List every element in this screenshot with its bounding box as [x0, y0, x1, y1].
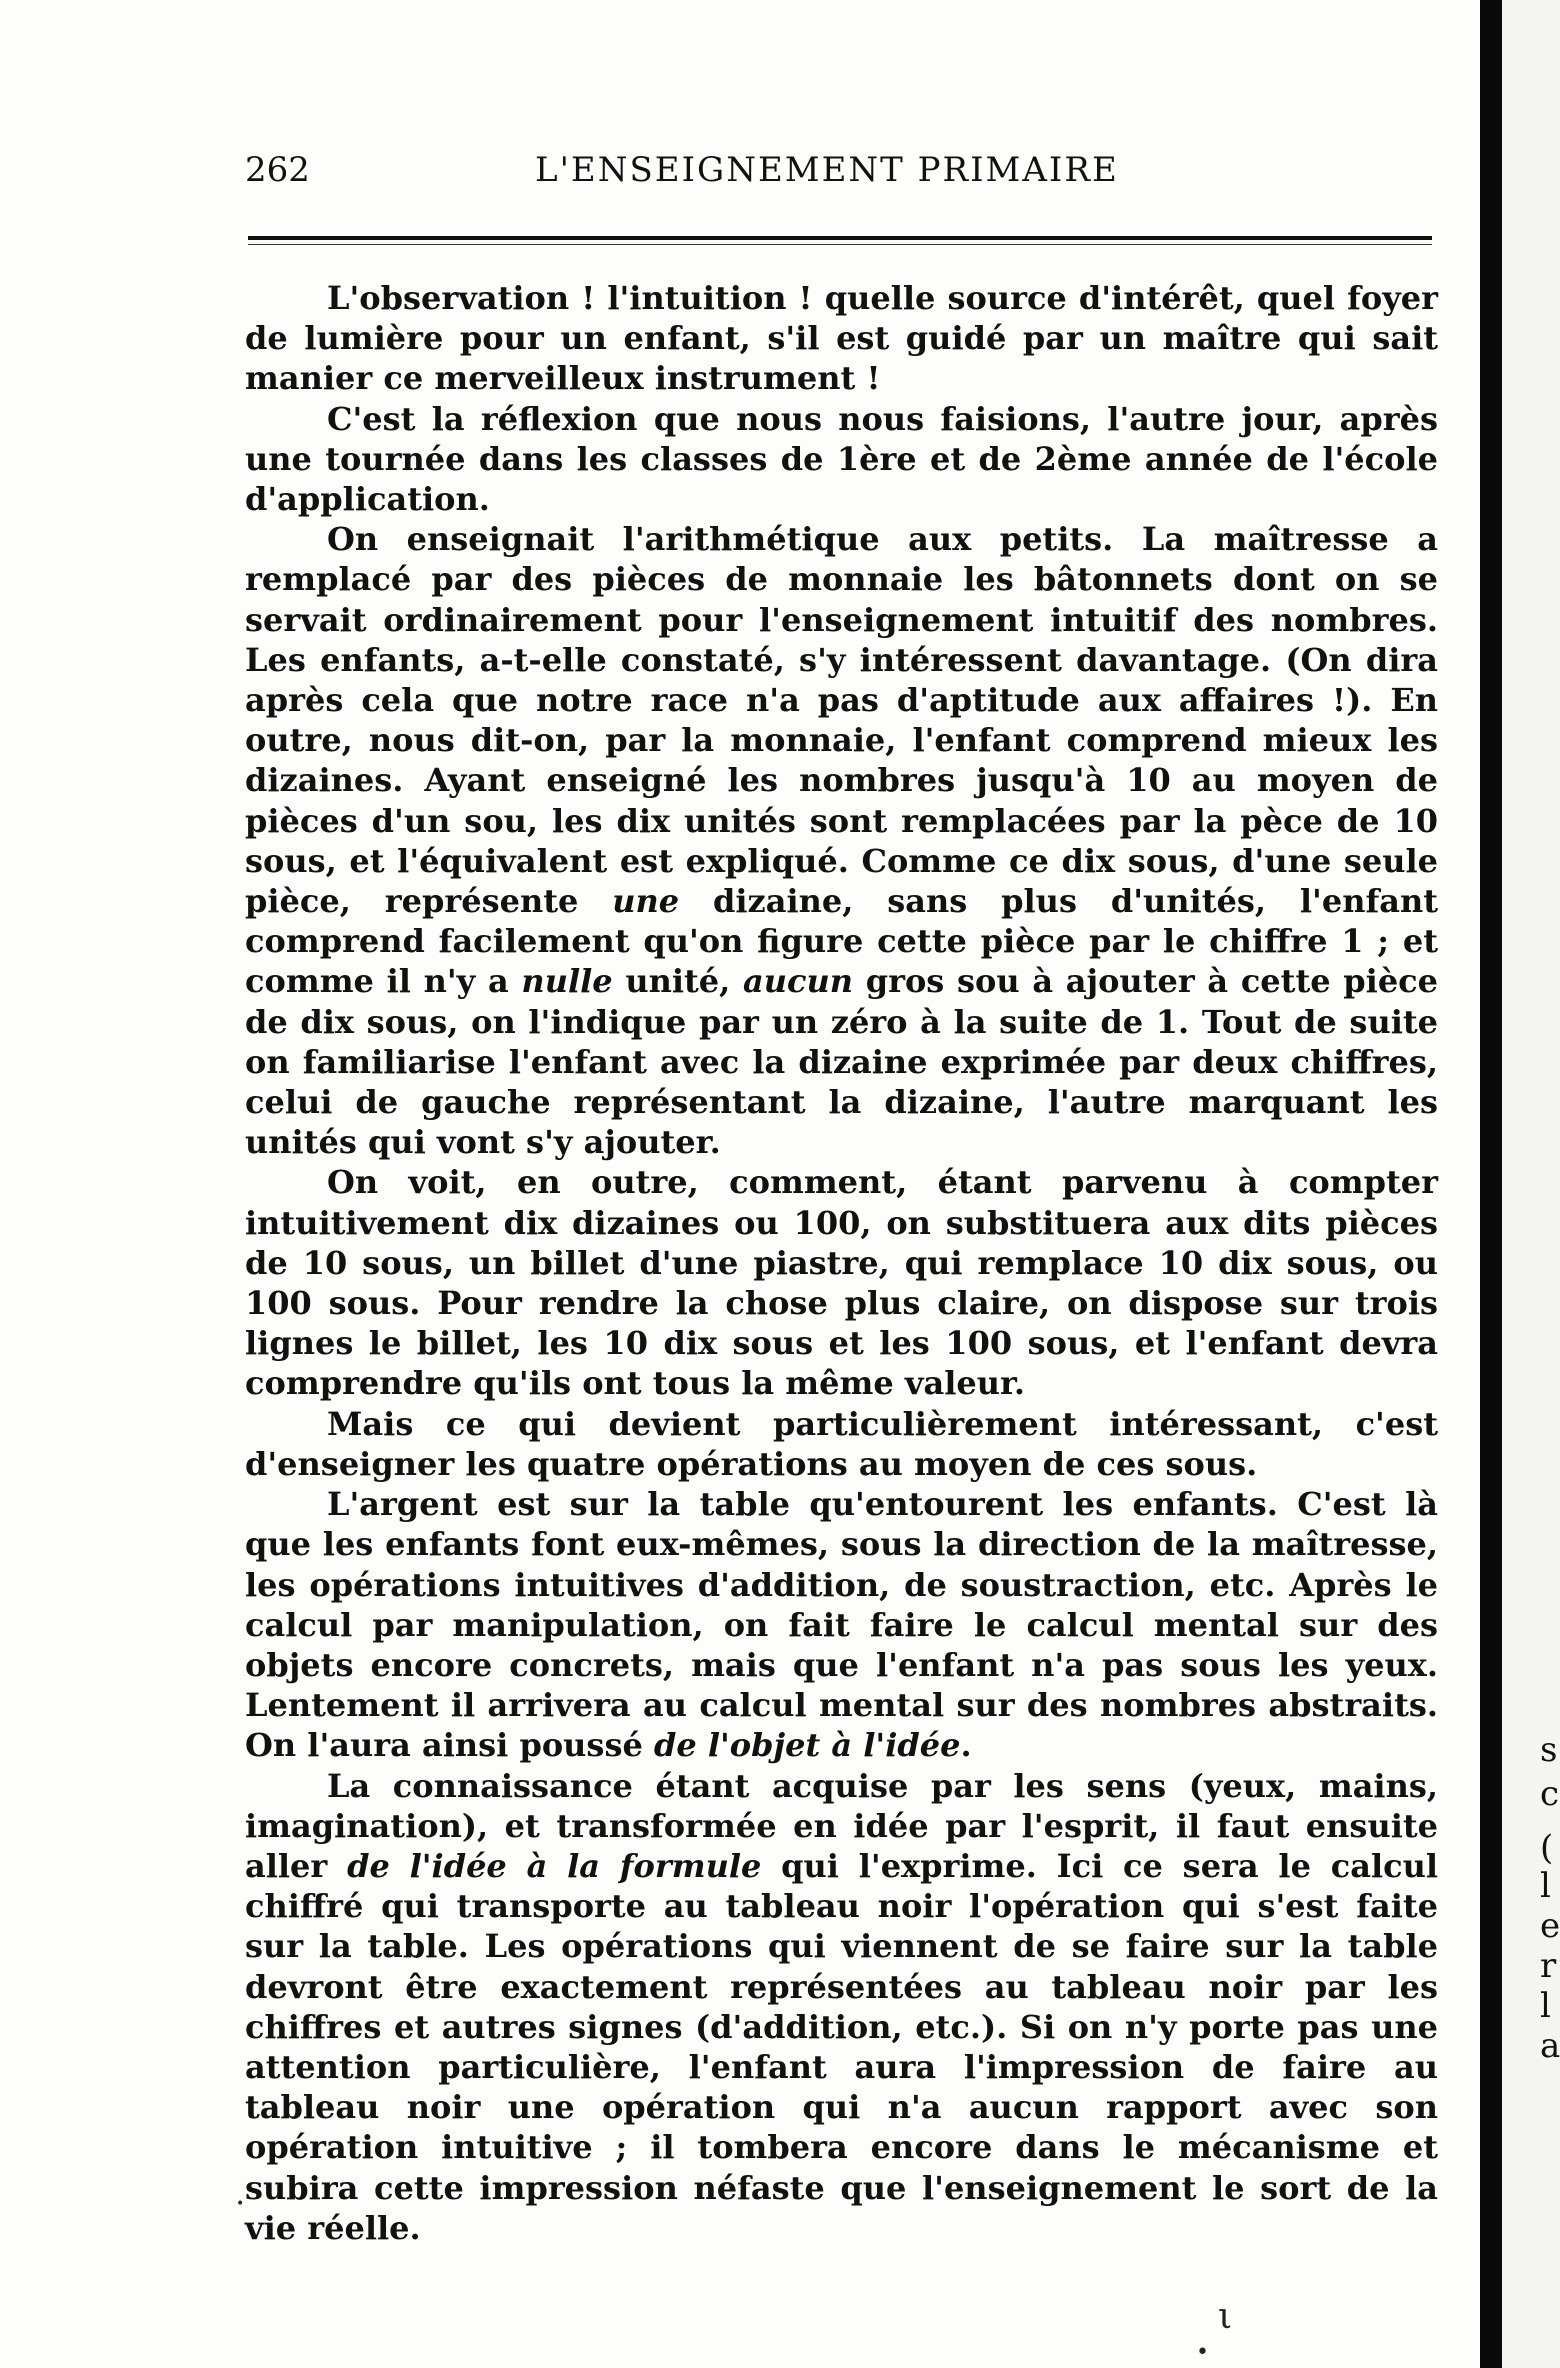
running-head: L'ENSEIGNEMENT PRIMAIRE — [535, 150, 1119, 190]
italic-run: aucun — [743, 962, 854, 1001]
text-run: qui l'exprime. Ici ce sera le calcul chiffré qui transporte au tableau noir l'opération qui s'est faite sur la table. Les opérations qui viennent de se faire sur la table devront être exactement représentées au tableau noir par les chiffres et autres signes (d'addition, etc.). Si on n'y porte pas une attention particulière, l'enfant aura l'impression de faire au tableau noir une opération qui n'a aucun rapport avec son opération intuitive ; il tombera encore dans le mécanisme et subira cette impression néfaste que l'enseignement le sort de la vie réelle. — [245, 1846, 1439, 2247]
text-run: dizaine, sans plus d'unités, l'enfant comprend facilement qu'on figure cette pièce par le chiffre 1 ; et comme il n'y a — [245, 882, 1439, 1001]
book-spine-shadow — [1480, 0, 1502, 2368]
paragraph: L'observation ! l'intuition ! quelle source d'intérêt, quel foyer de lumière pour un enfant, s'il est guidé par un maître qui sait manier ce merveilleux instrument ! — [245, 279, 1438, 398]
text-run: unité, — [612, 962, 743, 1001]
facing-page-letter: e — [1540, 1906, 1560, 1946]
paragraph: On voit, en outre, comment, étant parvenu à compter intuitivement dix dizaines ou 100, on substituera aux dits pièces de 10 sous, un billet d'une piastre, qui remplace 10 dix sous, ou 100 sous. Pour rendre la chose plus claire, on dispose sur trois lignes le billet, les 10 dix sous et les 100 sous, et l'enfant devra comprendre qu'ils ont tous la même valeur. — [245, 1163, 1438, 1403]
facing-page-letter: a — [1540, 2026, 1560, 2066]
header-rule-thin — [248, 244, 1432, 245]
facing-page-letter: l — [1540, 1986, 1551, 2026]
facing-page-letter: ( — [1540, 1828, 1554, 1868]
italic-run: nulle — [521, 962, 613, 1001]
text-run: On enseignait l'arithmétique aux petits. La maîtresse a remplacé par des pièces de monnaie les bâtonnets dont on se servait ordinairement pour l'enseignement intuitif des nombres. Les enfants, a-t-elle constaté, s'y intéressent davantage. (On dira après cela que notre race n'a pas d'aptitude aux affaires !). En outre, nous dit-on, par la monnaie, l'enfant comprend mieux les dizaines. Ayant enseigné les nombres jusqu'à 10 au moyen de pièces d'un sou, les dix unités sont remplacées par la pèce de 10 sous, et l'équivalent est expliqué. Comme ce dix sous, d'une seule pièce, représente — [245, 520, 1438, 921]
italic-run: une — [612, 882, 680, 921]
paragraph — [245, 1766, 1438, 2248]
page-number: 262 — [245, 150, 310, 190]
paragraph — [245, 1484, 1438, 1765]
paragraph: C'est la réflexion que nous nous faisions, l'autre jour, après une tournée dans les classes de 1ère et de 2ème année de l'école d'application. — [245, 399, 1438, 519]
italic-run: de l'idée à la formule — [347, 1846, 762, 1885]
text-run: La connaissance étant acquise par les sens (yeux, mains, imagination), et transformée en idée par l'esprit, il faut ensuite aller — [245, 1766, 1438, 1885]
page-header — [0, 150, 1480, 200]
paragraph — [245, 519, 1438, 1162]
ink-speck: ι — [1218, 2296, 1233, 2337]
facing-page-letter: s — [1540, 1730, 1558, 1770]
body-text — [245, 278, 1438, 2248]
facing-page-letter: l — [1540, 1866, 1551, 1906]
facing-page-letter: r — [1540, 1946, 1557, 1986]
ink-speck: • — [1196, 2340, 1209, 2365]
text-run: L'argent est sur la table qu'entourent les enfants. C'est là que les enfants font eux-mêmes, sous la direction de la maîtresse, les opérations intuitives d'addition, de soustraction, etc. Après le calcul par manipulation, on fait faire le calcul mental sur des objets encore concrets, mais que l'enfant n'a pas sous les yeux. Lentement il arrivera au calcul mental sur des nombres abstraits. On l'aura ainsi poussé — [245, 1485, 1438, 1765]
paragraph: Mais ce qui devient particulièrement intéressant, c'est d'enseigner les quatre opérations au moyen de ces sous. — [245, 1404, 1438, 1483]
italic-run: de l'objet à l'idée — [653, 1726, 961, 1765]
facing-page-letter: c — [1540, 1774, 1560, 1814]
header-rule — [248, 236, 1432, 240]
text-run: gros sou à ajouter à cette pièce de dix sous, on l'indique par un zéro à la suite de 1. Tout de suite on familiarise l'enfant avec la dizaine exprimée par deux chiffres, celui de gauche représentant la dizaine, l'autre marquant les unités qui vont s'y ajouter. — [245, 962, 1439, 1162]
ink-speck: • — [236, 2196, 245, 2212]
text-run: . — [960, 1726, 972, 1765]
